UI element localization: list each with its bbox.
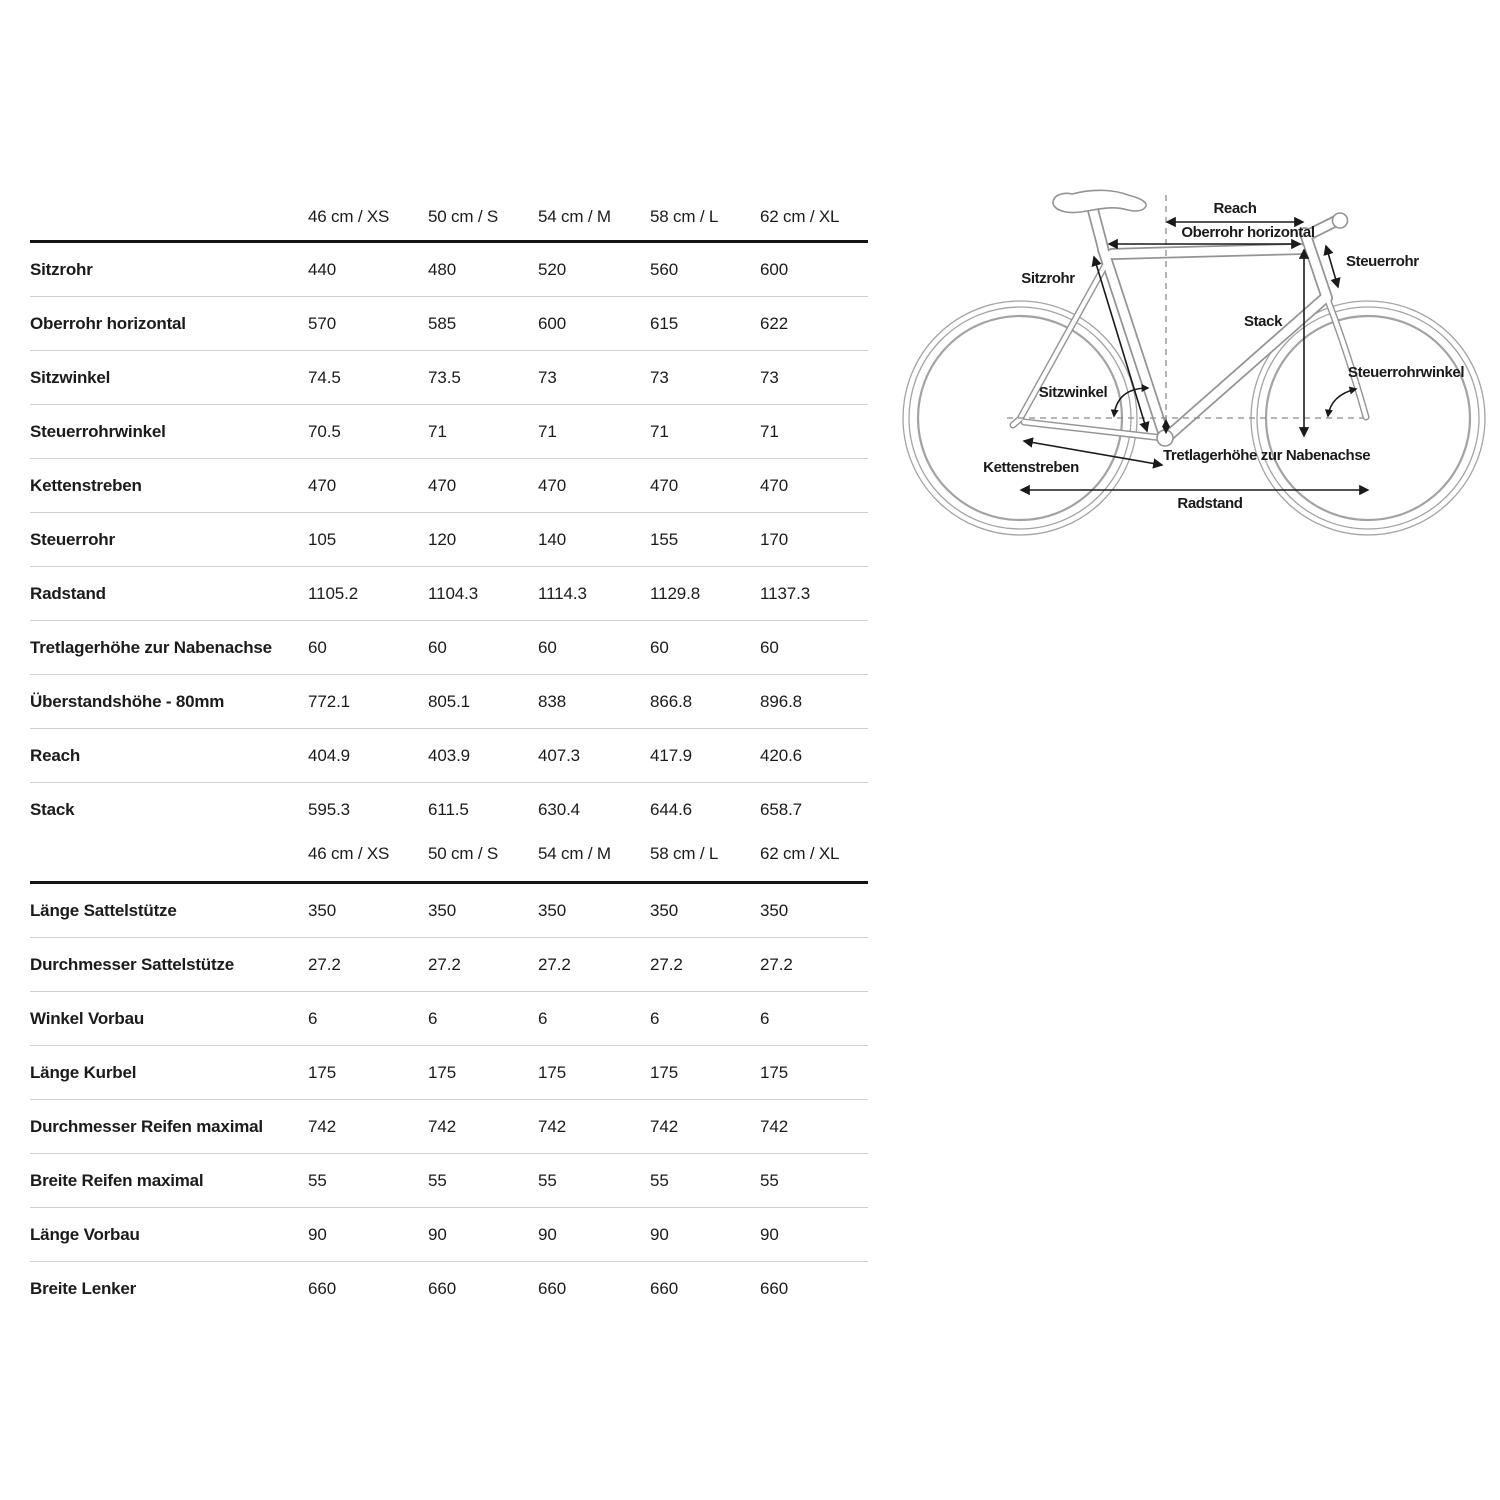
steuerrohrwinkel-label: Steuerrohrwinkel — [1348, 364, 1465, 381]
table-row — [30, 938, 868, 992]
value-cell: 27.2 — [538, 954, 571, 974]
value-cell: 595.3 — [308, 799, 351, 819]
size-column-header: 58 cm / L — [650, 207, 719, 226]
value-cell: 480 — [428, 259, 457, 279]
table-row — [30, 729, 868, 783]
value-cell: 1105.2 — [308, 583, 359, 603]
row-label: Sitzrohr — [30, 259, 93, 279]
value-cell: 175 — [538, 1062, 567, 1082]
value-cell: 611.5 — [428, 799, 469, 819]
value-cell: 660 — [538, 1278, 567, 1298]
value-cell: 658.7 — [760, 799, 803, 819]
row-label: Stack — [30, 799, 75, 819]
size-column-header: 54 cm / M — [538, 207, 611, 226]
value-cell: 55 — [308, 1170, 327, 1190]
value-cell: 600 — [760, 259, 789, 279]
value-cell: 660 — [428, 1278, 457, 1298]
value-cell: 90 — [308, 1224, 327, 1244]
table-row — [30, 1208, 868, 1262]
reach-label: Reach — [1213, 200, 1257, 217]
value-cell: 838 — [538, 691, 567, 711]
row-label: Radstand — [30, 583, 106, 603]
value-cell: 470 — [538, 475, 567, 495]
value-cell: 350 — [760, 900, 789, 920]
row-label: Durchmesser Sattelstütze — [30, 954, 234, 974]
value-cell: 27.2 — [650, 954, 683, 974]
row-label: Sitzwinkel — [30, 367, 111, 387]
row-label: Tretlagerhöhe zur Nabenachse — [30, 637, 272, 657]
value-cell: 6 — [538, 1008, 548, 1028]
size-column-header: 50 cm / S — [428, 844, 499, 863]
value-cell: 660 — [760, 1278, 789, 1298]
value-cell: 120 — [428, 529, 457, 549]
value-cell: 660 — [308, 1278, 337, 1298]
row-label: Steuerrohr — [30, 529, 115, 549]
bottom-bracket — [1157, 430, 1173, 446]
oberrohr-label: Oberrohr horizontal — [1181, 224, 1315, 241]
value-cell: 570 — [308, 313, 337, 333]
row-label: Überstandshöhe - 80mm — [30, 691, 225, 711]
value-cell: 6 — [428, 1008, 438, 1028]
value-cell: 60 — [760, 637, 779, 657]
steuerrohr-label: Steuerrohr — [1346, 253, 1419, 270]
value-cell: 74.5 — [308, 367, 341, 387]
value-cell: 60 — [308, 637, 327, 657]
value-cell: 73 — [538, 367, 557, 387]
size-column-header: 62 cm / XL — [760, 844, 840, 863]
sitzrohr-label: Sitzrohr — [1021, 270, 1075, 287]
value-cell: 73 — [650, 367, 669, 387]
value-cell: 470 — [650, 475, 679, 495]
value-cell: 27.2 — [760, 954, 793, 974]
row-label: Länge Vorbau — [30, 1224, 140, 1244]
size-column-header: 62 cm / XL — [760, 207, 840, 226]
row-label: Winkel Vorbau — [30, 1008, 145, 1028]
row-label: Oberrohr horizontal — [30, 313, 186, 333]
radstand-label: Radstand — [1177, 495, 1243, 512]
table-row — [30, 1262, 868, 1315]
table-row — [30, 992, 868, 1046]
value-cell: 440 — [308, 259, 337, 279]
value-cell: 660 — [650, 1278, 679, 1298]
value-cell: 6 — [308, 1008, 318, 1028]
row-label: Reach — [30, 745, 81, 765]
size-column-header: 50 cm / S — [428, 207, 499, 226]
value-cell: 407.3 — [538, 745, 581, 765]
value-cell: 403.9 — [428, 745, 471, 765]
table-row — [30, 1046, 868, 1100]
value-cell: 60 — [538, 637, 557, 657]
value-cell: 175 — [760, 1062, 789, 1082]
value-cell: 1104.3 — [428, 583, 479, 603]
value-cell: 55 — [760, 1170, 779, 1190]
value-cell: 622 — [760, 313, 789, 333]
value-cell: 175 — [650, 1062, 679, 1082]
table-row — [30, 621, 868, 675]
table-row — [30, 1100, 868, 1154]
size-column-header: 46 cm / XS — [308, 207, 390, 226]
value-cell: 772.1 — [308, 691, 351, 711]
row-label: Breite Lenker — [30, 1278, 137, 1298]
value-cell: 170 — [760, 529, 789, 549]
components-body — [30, 884, 868, 1315]
value-cell: 742 — [760, 1116, 789, 1136]
value-cell: 90 — [650, 1224, 669, 1244]
table-row — [30, 243, 868, 297]
row-label: Durchmesser Reifen maximal — [30, 1116, 263, 1136]
size-column-header: 58 cm / L — [650, 844, 719, 863]
value-cell: 520 — [538, 259, 567, 279]
value-cell: 585 — [428, 313, 457, 333]
value-cell: 27.2 — [308, 954, 341, 974]
table-row — [30, 459, 868, 513]
value-cell: 600 — [538, 313, 567, 333]
frame-geometry-header-row — [30, 194, 868, 243]
value-cell: 6 — [760, 1008, 770, 1028]
value-cell: 140 — [538, 529, 567, 549]
row-label: Länge Sattelstütze — [30, 900, 177, 920]
row-label: Länge Kurbel — [30, 1062, 137, 1082]
table-row — [30, 351, 868, 405]
stack-label: Stack — [1243, 313, 1283, 330]
value-cell: 742 — [538, 1116, 567, 1136]
size-column-header: 46 cm / XS — [308, 844, 390, 863]
value-cell: 417.9 — [650, 745, 693, 765]
table-row — [30, 297, 868, 351]
value-cell: 1137.3 — [760, 583, 811, 603]
components-header-row — [30, 827, 868, 884]
table-row — [30, 884, 868, 938]
table-row — [30, 675, 868, 729]
value-cell: 866.8 — [650, 691, 693, 711]
row-label: Kettenstreben — [30, 475, 142, 495]
value-cell: 404.9 — [308, 745, 351, 765]
size-column-header: 54 cm / M — [538, 844, 611, 863]
value-cell: 105 — [308, 529, 337, 549]
table-row — [30, 513, 868, 567]
value-cell: 90 — [760, 1224, 779, 1244]
value-cell: 896.8 — [760, 691, 803, 711]
value-cell: 60 — [650, 637, 669, 657]
bike-geometry-diagram — [900, 170, 1500, 590]
components-table — [30, 827, 868, 1315]
value-cell: 55 — [650, 1170, 669, 1190]
value-cell: 70.5 — [308, 421, 341, 441]
value-cell: 742 — [308, 1116, 337, 1136]
value-cell: 6 — [650, 1008, 660, 1028]
value-cell: 615 — [650, 313, 679, 333]
row-label: Steuerrohrwinkel — [30, 421, 166, 441]
value-cell: 630.4 — [538, 799, 581, 819]
frame-geometry-table — [30, 194, 868, 836]
value-cell: 55 — [428, 1170, 447, 1190]
value-cell: 1114.3 — [538, 583, 587, 603]
value-cell: 805.1 — [428, 691, 471, 711]
value-cell: 350 — [650, 900, 679, 920]
value-cell: 560 — [650, 259, 679, 279]
value-cell: 155 — [650, 529, 679, 549]
value-cell: 742 — [650, 1116, 679, 1136]
value-cell: 71 — [760, 421, 779, 441]
value-cell: 71 — [650, 421, 669, 441]
value-cell: 73.5 — [428, 367, 461, 387]
value-cell: 470 — [428, 475, 457, 495]
value-cell: 470 — [760, 475, 789, 495]
value-cell: 644.6 — [650, 799, 693, 819]
value-cell: 175 — [308, 1062, 337, 1082]
row-label: Breite Reifen maximal — [30, 1170, 204, 1190]
value-cell: 71 — [538, 421, 557, 441]
value-cell: 175 — [428, 1062, 457, 1082]
value-cell: 470 — [308, 475, 337, 495]
tretlagerhoehe-label: Tretlagerhöhe zur Nabenachse — [1163, 447, 1371, 464]
table-row — [30, 405, 868, 459]
value-cell: 350 — [308, 900, 337, 920]
value-cell: 742 — [428, 1116, 457, 1136]
saddle — [1053, 190, 1146, 212]
value-cell: 27.2 — [428, 954, 461, 974]
value-cell: 60 — [428, 637, 447, 657]
frame-geometry-body — [30, 243, 868, 836]
value-cell: 55 — [538, 1170, 557, 1190]
value-cell: 71 — [428, 421, 447, 441]
table-row — [30, 1154, 868, 1208]
handlebar-ring — [1333, 213, 1348, 228]
kettenstreben-label: Kettenstreben — [983, 459, 1079, 476]
value-cell: 73 — [760, 367, 779, 387]
steuerrohr-arrow — [1326, 246, 1338, 287]
steuerrohrwinkel-arc — [1328, 389, 1356, 416]
table-row — [30, 567, 868, 621]
value-cell: 1129.8 — [650, 583, 701, 603]
value-cell: 420.6 — [760, 745, 803, 765]
sitzwinkel-label: Sitzwinkel — [1038, 384, 1108, 401]
value-cell: 90 — [538, 1224, 557, 1244]
value-cell: 350 — [538, 900, 567, 920]
value-cell: 90 — [428, 1224, 447, 1244]
value-cell: 350 — [428, 900, 457, 920]
